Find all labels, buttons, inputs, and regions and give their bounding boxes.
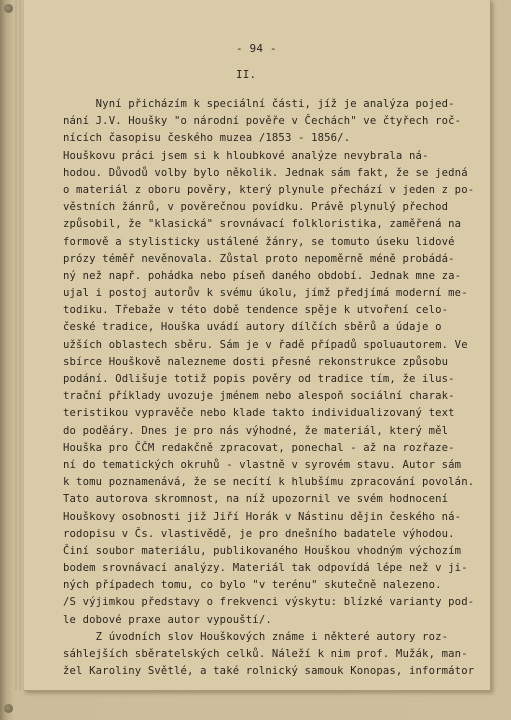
text-line: české tradice, Houška uvádí autory dílčích sběrů a údaje o bbox=[63, 321, 442, 334]
text-line: podání. Odlišuje totiž popis pověry od tradice tím, že ilus- bbox=[63, 373, 455, 385]
text-line: ní do tematických okruhů - vlastně v syrovém stavu. Autor sám bbox=[63, 458, 462, 471]
text-line: Činí soubor materiálu, publikovaného Houškou vhodným výchozím bbox=[63, 544, 462, 557]
text-line: sáhlejších sběratelských celků. Náleží k nim prof. Mužák, man- bbox=[63, 648, 468, 660]
text-line: nání J.V. Houšky "o národní pověře v Čechách" ve čtyřech roč- bbox=[63, 115, 462, 128]
text-line: žel Karoliny Světlé, a také rolnický samouk Konopas, informátor bbox=[63, 665, 475, 678]
text-line: trační příklady uvozuje jménem nebo alespoň sociální charak- bbox=[63, 390, 455, 403]
text-line: formově a stylisticky ustálené žánry, se tomuto úseku lidové bbox=[63, 235, 455, 248]
binding-ring bbox=[4, 704, 13, 713]
text-line: ujal i postoj autorův k svému úkolu, jímž předjímá moderní me- bbox=[63, 287, 468, 300]
text-line: prózy téměř nevěnovala. Zůstal proto nepoměrně méně probádá- bbox=[63, 252, 455, 265]
text-line: o materiál z oboru pověry, který plynule přechází v jeden z po- bbox=[63, 183, 475, 196]
page-edge bbox=[15, 0, 17, 690]
text-line: Houška pro ČČM redakčně zpracovat, ponechal - až na rozřaze- bbox=[63, 441, 455, 454]
text-line: k tomu poznamenává, že se necítí k hlubšímu zpracování povolán. bbox=[63, 476, 475, 489]
text-line: todiku. Třebaže v této době tendence spěje k utvoření celo- bbox=[63, 304, 449, 317]
page-number: - 94 - bbox=[236, 42, 277, 55]
text-line: Houškovy osobnosti již Jiří Horák v Nástinu dějin českého ná- bbox=[63, 510, 462, 523]
text-line: do poděáry. Dnes je pro nás výhodné, že materiál, který měl bbox=[63, 424, 449, 437]
text-line: ný než např. pohádka nebo píseň daného období. Jednak mne za- bbox=[63, 269, 462, 282]
text-line: Tato autorova skromnost, na níž upozornil ve svém hodnocení bbox=[63, 493, 449, 506]
text-line: ných případech tomu, co bylo "v terénu" skutečně nalezeno. bbox=[63, 579, 442, 592]
text-line: Z úvodních slov Houškových známe i některé autory roz- bbox=[63, 630, 449, 643]
text-line: Nyní přicházím k speciální části, jíž je analýza pojed- bbox=[63, 98, 455, 110]
text-line: bodem srovnávací analýzy. Materiál tak odpovídá lépe než v ji- bbox=[63, 562, 468, 575]
text-line: /S výjimkou představy o frekvenci výskytu: blízké varianty pod- bbox=[63, 596, 475, 609]
text-line: způsobil, že "klasická" srovnávací folkloristika, zaměřená na bbox=[63, 218, 462, 231]
text-line: užších oblastech sběru. Sám je v řadě případů spoluautorem. Ve bbox=[63, 338, 468, 351]
text-line: nících časopisu českého muzea /1853 - 1856/. bbox=[63, 132, 351, 145]
text-line: rodopisu v Čs. vlastivědě, je pro dnešního badatele výhodou. bbox=[63, 527, 455, 540]
text-line: teristikou vypravěče nebo klade takto individualizovaný text bbox=[63, 407, 455, 420]
body-text bbox=[63, 96, 483, 680]
text-line: Houškovu práci jsem si k hloubkové analýze nevybrala ná- bbox=[63, 149, 429, 162]
text-line: sbírce Houškově nalezneme dosti přesné rekonstrukce způsobu bbox=[63, 355, 449, 368]
text-line: věstních žánrů, v pověrečnou povídku. Právě plynulý přechod bbox=[63, 201, 449, 214]
binding-ring bbox=[4, 4, 13, 13]
text-line: hodou. Důvodů volby bylo několik. Jednak sám fakt, že se jedná bbox=[63, 166, 468, 179]
page-edge bbox=[19, 0, 21, 690]
section-heading: II. bbox=[236, 68, 257, 81]
text-line: le dobové praxe autor vypouští/. bbox=[63, 613, 272, 626]
typewritten-page bbox=[24, 0, 491, 691]
